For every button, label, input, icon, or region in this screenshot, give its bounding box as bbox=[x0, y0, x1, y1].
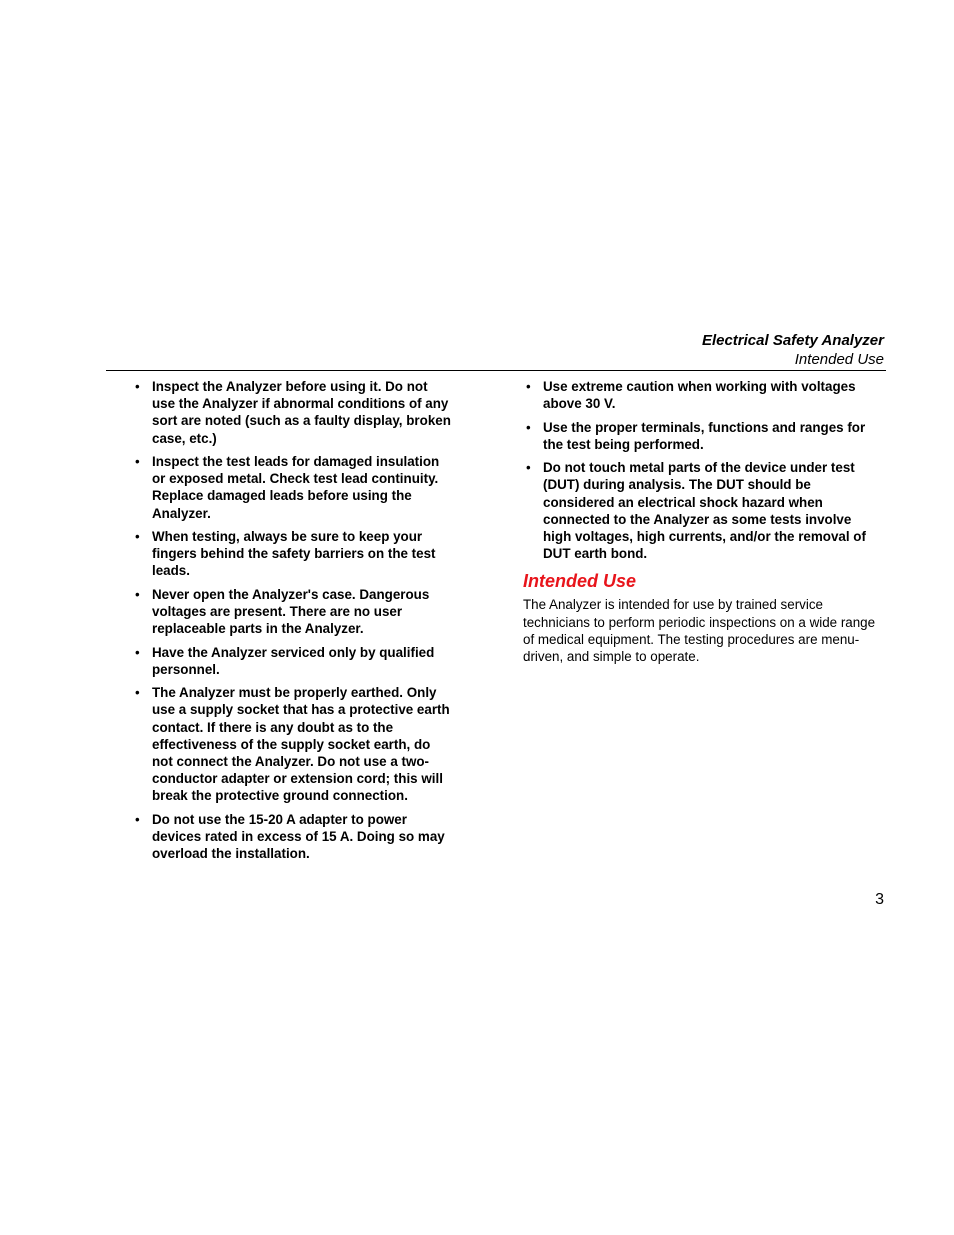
warning-list-right bbox=[523, 378, 878, 562]
bullet-icon: • bbox=[135, 454, 140, 469]
bullet-icon: • bbox=[135, 811, 140, 827]
running-header bbox=[702, 331, 884, 369]
right-column bbox=[523, 378, 878, 665]
bullet-icon: • bbox=[135, 685, 140, 701]
list-item-text: The Analyzer must be properly earthed. Only use a supply socket that has a protective earth contact. If there is any doubt as to the effectiveness of the supply socket earth, do not connect the Analyzer. Do not use a two-conductor adapter or extension cord; this will break the protective ground connection. bbox=[152, 685, 450, 804]
list-item-text: When testing, always be sure to keep your fingers behind the safety barriers on the test leads. bbox=[152, 529, 436, 579]
list-item-text: Do not touch metal parts of the device under test (DUT) during analysis. The DUT should be considered an electrical shock hazard when connected to the Analyzer as some tests involve high voltages, high currents, and/or the removal of DUT earth bond. bbox=[543, 460, 866, 562]
left-column bbox=[132, 378, 452, 869]
page-number: 3 bbox=[875, 891, 884, 908]
bullet-icon: • bbox=[526, 460, 531, 476]
list-item bbox=[523, 419, 878, 453]
warning-list-left bbox=[132, 378, 452, 862]
list-item bbox=[132, 378, 452, 447]
list-item bbox=[132, 684, 452, 804]
list-item-text: Inspect the test leads for damaged insulation or exposed metal. Check test lead continuity. Replace damaged leads before using the Analyzer. bbox=[152, 454, 440, 521]
list-item bbox=[523, 378, 878, 412]
document-title: Electrical Safety Analyzer bbox=[701, 332, 884, 349]
bullet-icon: • bbox=[135, 379, 140, 394]
list-item bbox=[523, 459, 878, 562]
list-item-text: Do not use the 15-20 A adapter to power devices rated in excess of 15 A. Doing so may overload the installation. bbox=[152, 811, 445, 862]
list-item-text: Use the proper terminals, functions and ranges for the test being performed. bbox=[543, 419, 866, 452]
bullet-icon: • bbox=[526, 419, 531, 435]
list-item bbox=[132, 528, 452, 580]
list-item bbox=[132, 811, 452, 863]
section-heading: Intended Use bbox=[523, 571, 637, 592]
bullet-icon: • bbox=[135, 586, 140, 602]
list-item-text: Have the Analyzer serviced only by qualified personnel. bbox=[152, 644, 435, 677]
bullet-icon: • bbox=[135, 529, 140, 544]
list-item bbox=[132, 644, 452, 678]
bullet-icon: • bbox=[135, 644, 140, 660]
section-subtitle: Intended Use bbox=[794, 351, 884, 368]
list-item-text: Use extreme caution when working with voltages above 30 V. bbox=[543, 379, 856, 412]
list-item bbox=[132, 586, 452, 638]
bullet-icon: • bbox=[526, 379, 531, 394]
header-rule bbox=[106, 370, 886, 371]
list-item-text: Inspect the Analyzer before using it. Do not use the Analyzer if abnormal conditions of any sort are noted (such as a faulty display, broken case, etc.) bbox=[152, 379, 451, 446]
section-body: The Analyzer is intended for use by trained service technicians to perform periodic inspections on a wide range of medical equipment. The testing procedures are menu-driven, and simple to operate. bbox=[523, 597, 876, 665]
list-item-text: Never open the Analyzer's case. Dangerous voltages are present. There are no user replaceable parts in the Analyzer. bbox=[152, 586, 430, 637]
list-item bbox=[132, 453, 452, 522]
